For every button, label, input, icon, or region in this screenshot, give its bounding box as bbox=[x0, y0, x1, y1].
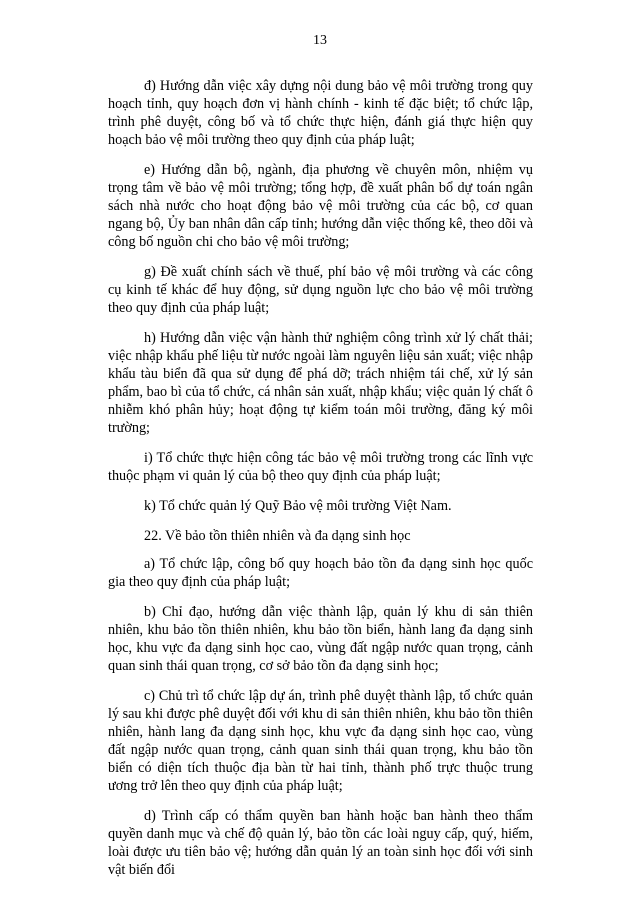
paragraph-h: h) Hướng dẫn việc vận hành thử nghiệm công trình xử lý chất thải; việc nhập khẩu phế liệu từ nước ngoài làm nguyên liệu sản xuất; việc nhập khẩu tàu biển đã qua sử dụng để phá dỡ; trách nhiệm tái chế, xử lý sản phẩm, bao bì của tổ chức, cá nhân sản xuất, nhập khẩu; việc quản lý chất ô nhiễm khó phân hủy; hoạt động tự kiểm toán môi trường, đăng ký môi trường; bbox=[108, 330, 533, 436]
section-heading-22: 22. Về bảo tồn thiên nhiên và đa dạng sinh học bbox=[144, 528, 411, 544]
paragraph-g: g) Đề xuất chính sách về thuế, phí bảo vệ môi trường và các công cụ kinh tế khác để huy động, sử dụng nguồn lực cho bảo vệ môi trường theo quy định của pháp luật; bbox=[108, 264, 533, 316]
paragraph-a: a) Tổ chức lập, công bố quy hoạch bảo tồn đa dạng sinh học quốc gia theo quy định của pháp luật; bbox=[108, 556, 533, 590]
document-body bbox=[108, 77, 533, 891]
paragraph-e: e) Hướng dẫn bộ, ngành, địa phương về chuyên môn, nhiệm vụ trọng tâm về bảo vệ môi trường; tổng hợp, đề xuất phân bổ dự toán ngân sách nhà nước cho hoạt động bảo vệ môi trường của các bộ, cơ quan ngang bộ, Ủy ban nhân dân cấp tỉnh; hướng dẫn việc thống kê, theo dõi và công bố nguồn chi cho bảo vệ môi trường; bbox=[108, 162, 533, 250]
paragraph-c: c) Chủ trì tổ chức lập dự án, trình phê duyệt thành lập, tổ chức quản lý sau khi được phê duyệt đối với khu di sản thiên nhiên, khu bảo tồn thiên nhiên, hành lang đa dạng sinh học, khu vực đa dạng sinh học cao, vùng đất ngập nước quan trọng, cảnh quan sinh thái quan trọng, khu bảo tồn biển có diện tích thuộc địa bàn từ hai tỉnh, thành phố trực thuộc trung ương trở lên theo quy định của pháp luật; bbox=[108, 688, 534, 794]
paragraph-k: k) Tổ chức quản lý Quỹ Bảo vệ môi trường Việt Nam. bbox=[144, 498, 452, 514]
page-number: 13 bbox=[313, 33, 327, 48]
paragraph-i: i) Tổ chức thực hiện công tác bảo vệ môi trường trong các lĩnh vực thuộc phạm vi quản lý của bộ theo quy định của pháp luật; bbox=[108, 450, 533, 484]
paragraph-b: b) Chỉ đạo, hướng dẫn việc thành lập, quản lý khu di sản thiên nhiên, khu bảo tồn thiên nhiên, khu bảo tồn biển, hành lang đa dạng sinh học, khu vực đa dạng sinh học cao, vùng đất ngập nước quan trọng, cảnh quan sinh thái quan trọng, cơ sở bảo tồn đa dạng sinh học; bbox=[108, 604, 533, 674]
paragraph-d: d) Trình cấp có thẩm quyền ban hành hoặc ban hành theo thẩm quyền danh mục và chế độ quản lý, bảo tồn các loài nguy cấp, quý, hiếm, loài được ưu tiên bảo vệ; hướng dẫn quản lý an toàn sinh học đối với sinh vật biến đổi bbox=[108, 808, 533, 878]
paragraph-d-stroke: đ) Hướng dẫn việc xây dựng nội dung bảo vệ môi trường trong quy hoạch tỉnh, quy hoạch đơn vị hành chính - kinh tế đặc biệt; tổ chức lập, trình phê duyệt, công bố và tổ chức thực hiện, đánh giá thực hiện quy hoạch bảo vệ môi trường theo quy định của pháp luật; bbox=[108, 78, 533, 148]
